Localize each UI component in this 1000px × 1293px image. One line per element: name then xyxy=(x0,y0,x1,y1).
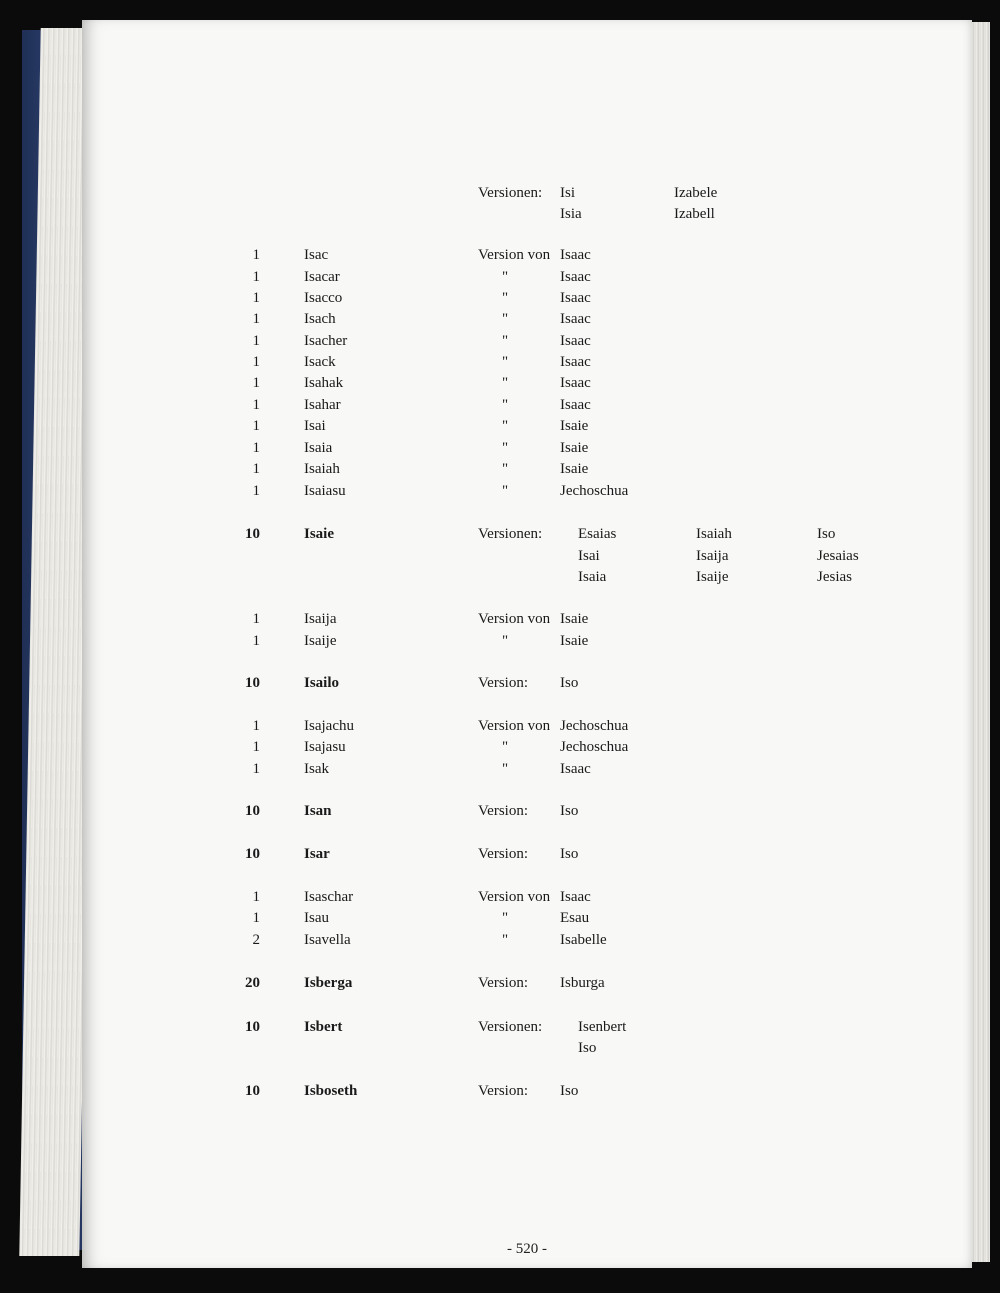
entry-count: 10 xyxy=(245,675,260,691)
entry-name: Isac xyxy=(304,247,329,263)
relation-label: Version: xyxy=(478,975,528,991)
related-name: Isaac xyxy=(560,333,591,349)
book-page xyxy=(82,20,972,1268)
entry-name: Isau xyxy=(304,910,329,926)
related-name: Isaac xyxy=(560,269,591,285)
relation-label: Version von xyxy=(478,889,551,905)
related-name: Iso xyxy=(578,1040,597,1056)
ditto-mark: " xyxy=(502,269,509,285)
entry-name: Isacher xyxy=(304,333,348,349)
entry-name: Isahak xyxy=(304,375,344,391)
ditto-mark: " xyxy=(502,333,509,349)
related-name: Isaie xyxy=(560,418,589,434)
related-name: Jechoschua xyxy=(560,483,629,499)
ditto-mark: " xyxy=(502,739,509,755)
related-name: Isaija xyxy=(696,548,729,564)
entry-count: 1 xyxy=(252,247,260,263)
related-name: Iso xyxy=(560,803,579,819)
entry-name: Isboseth xyxy=(304,1083,358,1099)
related-name: Iso xyxy=(560,846,579,862)
ditto-mark: " xyxy=(502,761,509,777)
entry-name: Isar xyxy=(304,846,330,862)
entry-name: Isach xyxy=(304,311,336,327)
ditto-mark: " xyxy=(502,633,509,649)
related-name: Iso xyxy=(560,675,579,691)
entry-count: 1 xyxy=(252,718,260,734)
ditto-mark: " xyxy=(502,483,509,499)
relation-label: Versionen: xyxy=(478,526,543,542)
entry-count: 10 xyxy=(245,846,260,862)
related-name: Izabele xyxy=(674,185,718,201)
entry-name: Isak xyxy=(304,761,329,777)
related-name: Jechoschua xyxy=(560,739,629,755)
entry-name: Isacco xyxy=(304,290,343,306)
entry-name: Isbert xyxy=(304,1019,343,1035)
related-name: Isaac xyxy=(560,375,591,391)
ditto-mark: " xyxy=(502,418,509,434)
ditto-mark: " xyxy=(502,910,509,926)
entry-name: Isai xyxy=(304,418,326,434)
entry-name: Isaija xyxy=(304,611,337,627)
related-name: Isburga xyxy=(560,975,605,991)
related-name: Isaie xyxy=(560,633,589,649)
entry-name: Isailo xyxy=(304,675,340,691)
entry-count: 1 xyxy=(252,311,260,327)
entry-count: 1 xyxy=(252,611,260,627)
entry-count: 20 xyxy=(245,975,260,991)
ditto-mark: " xyxy=(502,290,509,306)
entry-name: Isajasu xyxy=(304,739,346,755)
entry-name: Isaiasu xyxy=(304,483,346,499)
related-name: Isaac xyxy=(560,761,591,777)
related-name: Isabelle xyxy=(560,932,607,948)
related-name: Isaac xyxy=(560,354,591,370)
entry-name: Isavella xyxy=(304,932,351,948)
ditto-mark: " xyxy=(502,354,509,370)
entry-count: 1 xyxy=(252,269,260,285)
relation-label: Versionen: xyxy=(478,185,543,201)
related-name: Isaiah xyxy=(696,526,732,542)
entry-count: 1 xyxy=(252,333,260,349)
related-name: Isaac xyxy=(560,889,591,905)
entry-count: 10 xyxy=(245,1083,260,1099)
entry-name: Isaie xyxy=(304,526,334,542)
entry-count: 1 xyxy=(252,440,260,456)
related-name: Iso xyxy=(560,1083,579,1099)
related-name: Iso xyxy=(817,526,836,542)
entry-name: Isberga xyxy=(304,975,353,991)
relation-label: Version: xyxy=(478,675,528,691)
related-name: Isaie xyxy=(560,611,589,627)
entry-count: 1 xyxy=(252,290,260,306)
entry-count: 2 xyxy=(252,932,260,948)
entry-name: Isaschar xyxy=(304,889,354,905)
related-name: Isia xyxy=(560,206,582,222)
entry-name: Isack xyxy=(304,354,336,370)
ditto-mark: " xyxy=(502,932,509,948)
entry-count: 1 xyxy=(252,910,260,926)
ditto-mark: " xyxy=(502,311,509,327)
entry-count: 1 xyxy=(252,461,260,477)
entry-count: 1 xyxy=(252,483,260,499)
relation-label: Version: xyxy=(478,846,528,862)
related-name: Esau xyxy=(560,910,590,926)
related-name: Isi xyxy=(560,185,575,201)
related-name: Isaac xyxy=(560,311,591,327)
related-name: Jesias xyxy=(817,569,852,585)
related-name: Isaac xyxy=(560,247,591,263)
entry-count: 1 xyxy=(252,889,260,905)
ditto-mark: " xyxy=(502,440,509,456)
related-name: Isai xyxy=(578,548,600,564)
entry-count: 1 xyxy=(252,761,260,777)
entry-count: 10 xyxy=(245,803,260,819)
entry-count: 1 xyxy=(252,739,260,755)
related-name: Izabell xyxy=(674,206,715,222)
entry-name: Isaije xyxy=(304,633,337,649)
entry-name: Isahar xyxy=(304,397,341,413)
entry-name: Isaiah xyxy=(304,461,340,477)
relation-label: Version: xyxy=(478,803,528,819)
entry-count: 1 xyxy=(252,375,260,391)
entry-count: 1 xyxy=(252,354,260,370)
entry-count: 10 xyxy=(245,1019,260,1035)
related-name: Isaie xyxy=(560,461,589,477)
relation-label: Versionen: xyxy=(478,1019,543,1035)
related-name: Isenbert xyxy=(578,1019,627,1035)
related-name: Isaac xyxy=(560,290,591,306)
related-name: Jechoschua xyxy=(560,718,629,734)
relation-label: Version von xyxy=(478,247,551,263)
related-name: Isaije xyxy=(696,569,729,585)
relation-label: Version von xyxy=(478,611,551,627)
entry-count: 1 xyxy=(252,633,260,649)
entry-count: 1 xyxy=(252,418,260,434)
entry-name: Isan xyxy=(304,803,332,819)
related-name: Esaias xyxy=(578,526,617,542)
related-name: Jesaias xyxy=(817,548,859,564)
relation-label: Version: xyxy=(478,1083,528,1099)
relation-label: Version von xyxy=(478,718,551,734)
ditto-mark: " xyxy=(502,375,509,391)
ditto-mark: " xyxy=(502,397,509,413)
ditto-mark: " xyxy=(502,461,509,477)
entry-count: 1 xyxy=(252,397,260,413)
entry-name: Isajachu xyxy=(304,718,354,734)
page-number: - 520 - xyxy=(507,1241,547,1257)
related-name: Isaie xyxy=(560,440,589,456)
related-name: Isaac xyxy=(560,397,591,413)
entry-name: Isacar xyxy=(304,269,340,285)
entry-count: 10 xyxy=(245,526,260,542)
entry-name: Isaia xyxy=(304,440,333,456)
related-name: Isaia xyxy=(578,569,607,585)
